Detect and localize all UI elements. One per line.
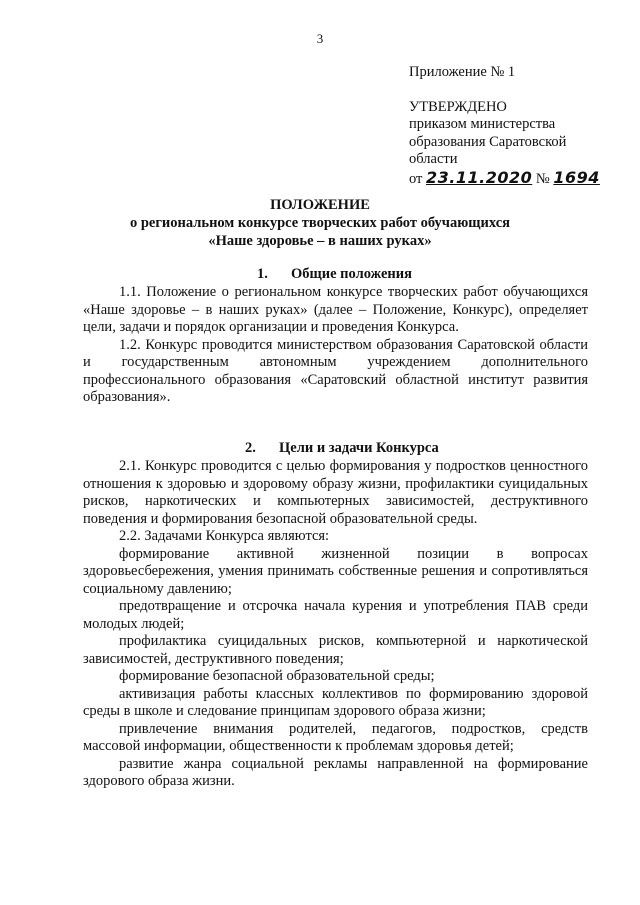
paragraph-1-1: 1.1. Положение о региональном конкурсе творческих работ обучающихся «Наше здоровье – в наших руках» (далее – Положение, Конкурс), определяет цели, задачи и порядок организации и проведения Конкурса. <box>83 284 588 335</box>
appendix-label: Приложение № 1 <box>409 64 516 80</box>
task-item: развитие жанра социальной рекламы направленной на формирование здорового образа жизни. <box>83 755 588 789</box>
paragraph-2-2: 2.2. Задачами Конкурса являются: <box>119 528 330 544</box>
handwritten-number: 1694 <box>553 167 600 187</box>
document-title <box>0 196 640 250</box>
section-1-body <box>83 284 588 407</box>
page-number: 3 <box>316 31 324 46</box>
title-heading: ПОЛОЖЕНИЕ <box>270 197 370 213</box>
approval-date-number-line <box>409 169 609 189</box>
section-1-heading <box>257 266 412 284</box>
approval-line-2: образования Саратовской <box>409 133 567 150</box>
task-item: формирование активной жизненной позиции в вопросах здоровьесбережения, умения принимать собственные решения и сопротивляться социальному давлению; <box>83 545 588 597</box>
task-item: профилактика суицидальных рисков, компьютерной и наркотической зависимостей, деструктивного поведения; <box>83 633 588 667</box>
number-label: № <box>535 170 550 187</box>
section-1-number: 1. <box>257 266 268 282</box>
section-2-heading <box>245 440 439 458</box>
approval-line-3: области <box>409 151 458 167</box>
section-1-title: Общие положения <box>291 266 412 282</box>
task-item: формирование безопасной образовательной среды; <box>119 668 435 684</box>
section-2-body <box>83 458 588 791</box>
approval-line-1: приказом министерства <box>409 116 556 132</box>
approved-stamp-label: УТВЕРЖДЕНО <box>409 98 507 115</box>
task-item: привлечение внимания родителей, педагогов, подростков, средств массовой информации, общественности к проблемам здоровья детей; <box>83 720 588 754</box>
paragraph-1-2: 1.2. Конкурс проводится министерством образования Саратовской области и государственным автономным учреждением дополнительного профессионального образования «Саратовский областной институт развития образования». <box>83 336 588 405</box>
section-2-number: 2. <box>245 440 256 456</box>
title-line-2: о региональном конкурсе творческих работ обучающихся <box>129 215 511 231</box>
task-item: активизация работы классных коллективов по формированию здоровой среды в школе и следование принципам здорового образа жизни; <box>83 685 588 719</box>
approval-block <box>409 64 609 188</box>
task-item: предотвращение и отсрочка начала курения и употребления ПАВ среди молодых людей; <box>83 598 588 632</box>
handwritten-date: 23.11.2020 <box>426 167 533 187</box>
section-2-title: Цели и задачи Конкурса <box>279 440 439 456</box>
from-label: от <box>409 170 423 187</box>
title-line-3: «Наше здоровье – в наших руках» <box>208 233 432 249</box>
paragraph-2-1: 2.1. Конкурс проводится с целью формирования у подростков ценностного отношения к здоровью и здоровому образу жизни, профилактики суицидальных рисков, наркотических и компьютерных зависимостей, деструктивного поведения и формирования безопасной образовательной среды. <box>83 458 588 527</box>
